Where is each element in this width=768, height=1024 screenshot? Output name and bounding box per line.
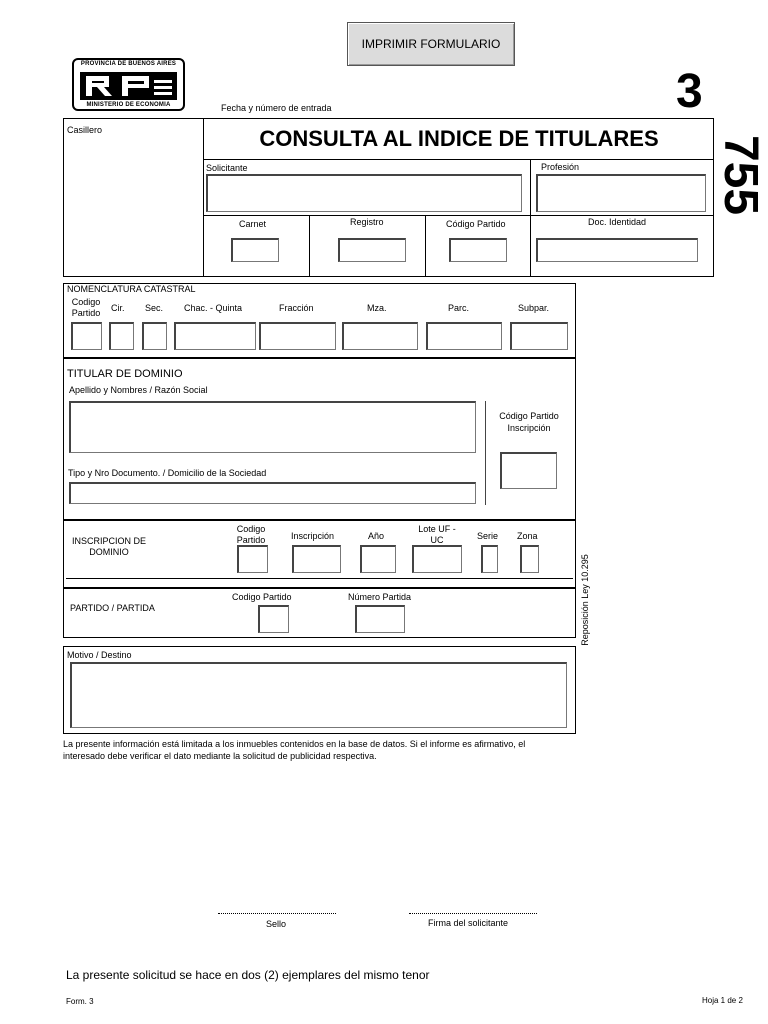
side-number xyxy=(714,125,766,225)
form-number: 3 xyxy=(676,65,703,118)
partido-codigo-label: Codigo Partido xyxy=(232,592,292,602)
divider xyxy=(203,215,714,216)
nom-col-cir: Cir. xyxy=(111,303,125,313)
print-form-button[interactable]: IMPRIMIR FORMULARIO xyxy=(347,22,515,66)
rpba-logo xyxy=(72,58,185,111)
nom-chac-quinta-input[interactable] xyxy=(174,322,256,350)
doc-identidad-input[interactable] xyxy=(536,238,698,262)
nom-cir-input[interactable] xyxy=(109,322,134,350)
nom-col-sec: Sec. xyxy=(145,303,164,313)
divider xyxy=(309,215,310,277)
page-indicator: Hoja 1 de 2 xyxy=(702,996,743,1005)
insc-zona-input[interactable] xyxy=(520,545,539,573)
logo-top-text: PROVINCIA DE BUENOS AIRES xyxy=(80,61,177,67)
solicitante-label: Solicitante xyxy=(206,163,248,173)
fecha-label: Fecha y número de entrada xyxy=(221,103,332,113)
rp-logo-mark xyxy=(80,69,177,103)
partido-numero-input[interactable] xyxy=(355,605,405,633)
divider xyxy=(203,159,714,160)
firma-label: Firma del solicitante xyxy=(428,918,509,928)
reposicion-ley xyxy=(566,545,604,655)
divider xyxy=(530,159,531,277)
insc-lote-input[interactable] xyxy=(412,545,462,573)
doc-identidad-label: Doc. Identidad xyxy=(588,217,647,227)
registro-input[interactable] xyxy=(338,238,406,262)
profesion-label: Profesión xyxy=(541,162,580,172)
carnet-input[interactable] xyxy=(231,238,279,262)
copies-text: La presente solicitud se hace en dos (2) ejemplares del mismo tenor xyxy=(66,968,430,982)
tipo-doc-label: Tipo y Nro Documento. / Domicilio de la Sociedad xyxy=(68,468,267,478)
insc-codigo-partido-label: Codigo Partido xyxy=(236,524,266,545)
insc-inscripcion-label: Inscripción xyxy=(291,531,335,541)
nom-col-codigo-partido: Codigo Partido xyxy=(71,297,101,318)
solicitante-input[interactable] xyxy=(206,174,522,212)
codigo-partido-inscripcion-input[interactable] xyxy=(500,452,557,489)
notice-text: La presente información está limitada a los inmuebles contenidos en la base de datos. Si el informe es afirmativo, el interesado debe verificar el dato mediante la solicitud de publicidad respectiva. xyxy=(63,739,526,761)
nom-col-parc: Parc. xyxy=(448,303,470,313)
divider xyxy=(485,401,486,505)
nom-codigo-partido-input[interactable] xyxy=(71,322,102,350)
carnet-label: Carnet xyxy=(239,219,267,229)
insc-lote-label: Lote UF - UC xyxy=(418,524,456,545)
logo-bottom-text: MINISTERIO DE ECONOMIA xyxy=(86,102,171,108)
form-code: Form. 3 xyxy=(66,997,94,1006)
profesion-input[interactable] xyxy=(536,174,706,212)
insc-anio-label: Año xyxy=(368,531,385,541)
firma-signature-line xyxy=(409,913,537,914)
codigo-partido-inscripcion-label: Código Partido Inscripción xyxy=(499,411,559,433)
codigo-partido-label: Código Partido xyxy=(446,219,506,229)
sello-signature-line xyxy=(218,913,336,914)
tipo-doc-input[interactable] xyxy=(69,482,476,504)
motivo-label: Motivo / Destino xyxy=(67,650,132,660)
divider xyxy=(66,578,573,579)
registro-label: Registro xyxy=(350,217,384,227)
titular-heading: TITULAR DE DOMINIO xyxy=(67,368,183,380)
nom-sec-input[interactable] xyxy=(142,322,167,350)
inscripcion-heading: INSCRIPCION DE DOMINIO xyxy=(71,536,146,557)
insc-anio-input[interactable] xyxy=(360,545,396,573)
insc-serie-input[interactable] xyxy=(481,545,498,573)
nom-col-subpar: Subpar. xyxy=(518,303,550,313)
partido-heading: PARTIDO / PARTIDA xyxy=(70,603,155,613)
apellido-input[interactable] xyxy=(69,401,476,453)
nom-parc-input[interactable] xyxy=(426,322,502,350)
insc-inscripcion-input[interactable] xyxy=(292,545,341,573)
reposicion-text: Reposición Ley 10.295 xyxy=(580,554,590,646)
insc-zona-label: Zona xyxy=(517,531,538,541)
insc-serie-label: Serie xyxy=(477,531,499,541)
side-number-text: 755 xyxy=(714,134,767,216)
nom-col-chac-quinta: Chac. - Quinta xyxy=(184,303,243,313)
nom-mza-input[interactable] xyxy=(342,322,418,350)
partido-codigo-input[interactable] xyxy=(258,605,289,633)
nom-col-fraccion: Fracción xyxy=(279,303,314,313)
sello-label: Sello xyxy=(266,919,287,929)
form-title: CONSULTA AL INDICE DE TITULARES xyxy=(259,126,659,151)
nom-subpar-input[interactable] xyxy=(510,322,568,350)
apellido-label: Apellido y Nombres / Razón Social xyxy=(69,385,208,395)
insc-codigo-partido-input[interactable] xyxy=(237,545,268,573)
motivo-input[interactable] xyxy=(70,662,567,728)
partido-numero-label: Número Partida xyxy=(348,592,412,602)
nom-fraccion-input[interactable] xyxy=(259,322,336,350)
divider xyxy=(425,215,426,277)
casillero-label: Casillero xyxy=(67,125,103,135)
codigo-partido-input[interactable] xyxy=(449,238,507,262)
nomenclatura-heading: NOMENCLATURA CATASTRAL xyxy=(67,284,196,294)
nom-col-mza: Mza. xyxy=(367,303,387,313)
